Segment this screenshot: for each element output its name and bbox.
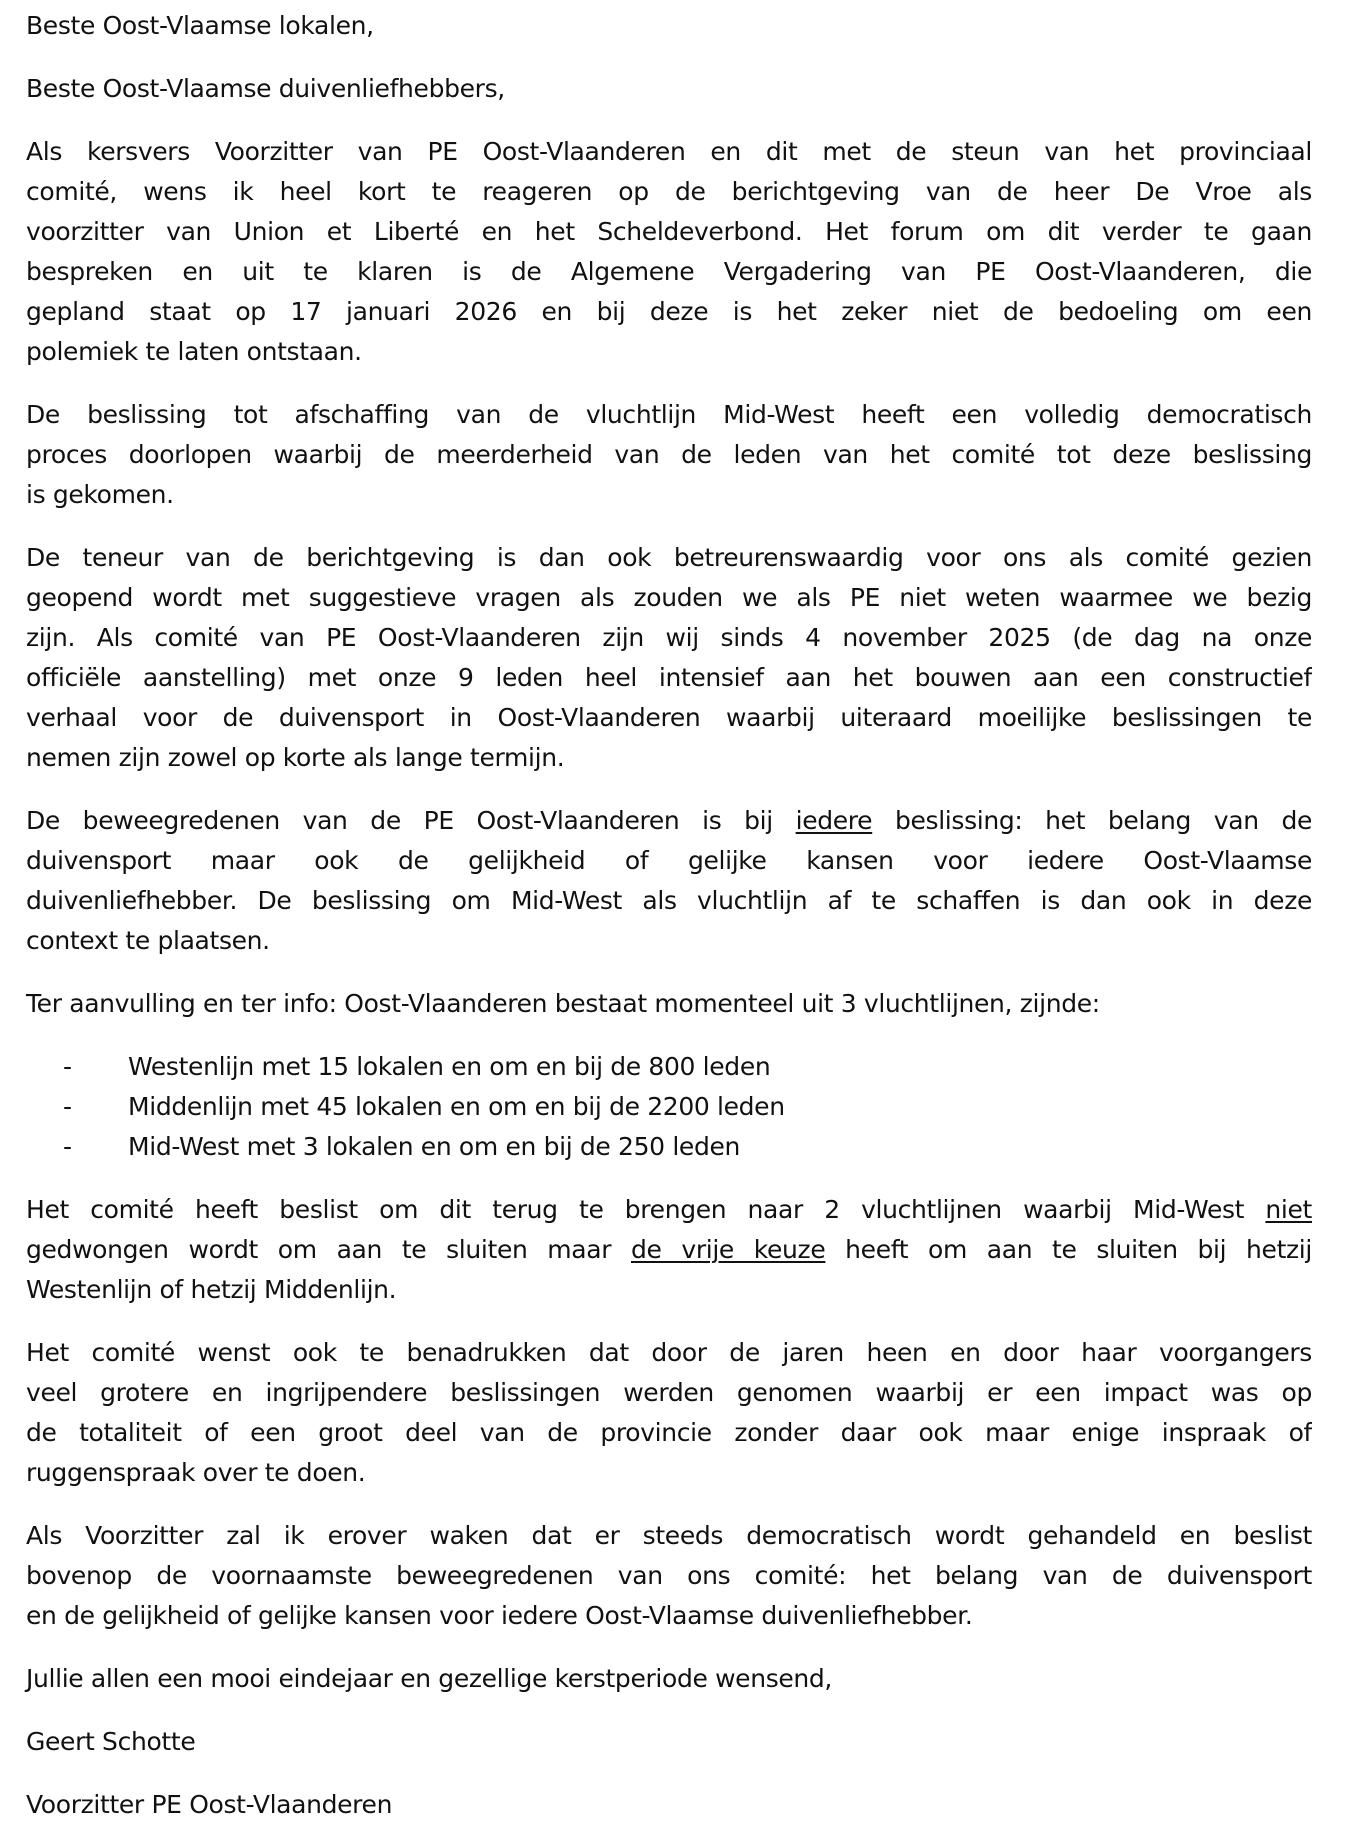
paragraph-motives [26,801,1312,961]
underlined-word: niet [1265,1195,1312,1224]
text-line: veel grotere en ingrijpendere beslissingen werden genomen waarbij er een impact was op [26,1378,1312,1407]
text-segment: Het comité heeft beslist om dit terug te brengen naar 2 vluchtlijnen waarbij Mid-West [26,1195,1266,1224]
text-line: bovenop de voornaamste beweegredenen van ons comité: het belang van de duivensport [26,1561,1312,1590]
text-line: De beslissing tot afschaffing van de vluchtlijn Mid-West heeft een volledig democratisch [26,400,1312,429]
text-line: is gekomen. [26,480,174,509]
text-line: gepland staat op 17 januari 2026 en bij deze is het zeker niet de bedoeling om een [26,297,1312,326]
text-line: verhaal voor de duivensport in Oost-Vlaanderen waarbij uiteraard moeilijke beslissingen te [26,703,1312,732]
text-line: comité, wens ik heel kort te reageren op de berichtgeving van de heer De Vroe als [26,177,1312,206]
list-item [26,1127,1312,1167]
list-item [26,1047,1312,1087]
text-line: proces doorlopen waarbij de meerderheid van de leden van het comité tot deze beslissing [26,440,1312,469]
paragraph-return-to-two [26,1190,1312,1310]
text-line [26,801,1312,841]
text-line: ruggenspraak over te doen. [26,1458,366,1487]
text-line: Voorzitter PE Oost-Vlaanderen [26,1790,393,1819]
text-line: nemen zijn zowel op korte als lange termijn. [26,743,565,772]
text-line: Als kersvers Voorzitter van PE Oost-Vlaanderen en dit met de steun van het provinciaal [26,137,1312,166]
paragraph-tenor [26,538,1312,778]
text-line: geopend wordt met suggestieve vragen als zouden we als PE niet weten waarmee we bezig [26,583,1312,612]
text-line: Beste Oost-Vlaamse lokalen, [26,11,374,40]
dash-bullet-icon: - [63,1132,72,1161]
text-line: context te plaatsen. [26,926,270,955]
text-segment: beslissing: het belang van de [872,806,1312,835]
list-item [26,1087,1312,1127]
underlined-phrase: de vrije keuze [631,1235,826,1264]
text-line: de totaliteit of een groot deel van de provincie zonder daar ook maar enige inspraak of [26,1418,1312,1447]
text-line: voorzitter van Union et Liberté en het Scheldeverbond. Het forum om dit verder te gaan [26,217,1312,246]
underlined-word: iedere [795,806,873,835]
signature-title [26,1785,1312,1825]
dash-bullet-icon: - [63,1092,72,1121]
text-line: officiële aanstelling) met onze 9 leden heel intensief aan het bouwen aan een constructief [26,663,1312,692]
paragraph-decision [26,395,1312,515]
text-segment: heeft om aan te sluiten bij hetzij [825,1235,1312,1264]
text-line: en de gelijkheid of gelijke kansen voor iedere Oost-Vlaamse duivenliefhebber. [26,1601,973,1630]
paragraph-chair [26,1516,1312,1636]
text-line [26,1230,1312,1270]
list-item-text: Middenlijn met 45 lokalen en om en bij de 2200 leden [128,1092,785,1121]
list-item-text: Westenlijn met 15 lokalen en om en bij de 800 leden [128,1052,771,1081]
paragraph-info [26,984,1312,1024]
list-item-text: Mid-West met 3 lokalen en om en bij de 250 leden [128,1132,740,1161]
text-segment: gedwongen wordt om aan te sluiten maar [26,1235,631,1264]
text-segment: De beweegredenen van de PE Oost-Vlaanderen is bij [26,806,796,835]
flight-lines-list [26,1047,1312,1167]
text-line: Als Voorzitter zal ik erover waken dat er steeds democratisch wordt gehandeld en beslist [26,1521,1312,1550]
text-line: duivensport maar ook de gelijkheid of gelijke kansen voor iedere Oost-Vlaamse [26,846,1312,875]
text-line [26,1190,1312,1230]
text-line: zijn. Als comité van PE Oost-Vlaanderen zijn wij sinds 4 november 2025 (de dag na onze [26,623,1312,652]
closing [26,1659,1312,1699]
text-line: Geert Schotte [26,1727,196,1756]
paragraph-intro [26,132,1312,372]
text-line: De teneur van de berichtgeving is dan ook betreurenswaardig voor ons als comité gezien [26,543,1312,572]
dash-bullet-icon: - [63,1052,72,1081]
text-line: Beste Oost-Vlaamse duivenliefhebbers, [26,74,505,103]
greeting-local-clubs [26,6,1312,46]
text-line: polemiek te laten ontstaan. [26,337,362,366]
text-line: Ter aanvulling en ter info: Oost-Vlaanderen bestaat momenteel uit 3 vluchtlijnen, zijnde: [26,989,1100,1018]
text-line: bespreken en uit te klaren is de Algemene Vergadering van PE Oost-Vlaanderen, die [26,257,1312,286]
paragraph-emphasis [26,1333,1312,1493]
text-line: duivenliefhebber. De beslissing om Mid-West als vluchtlijn af te schaffen is dan ook in deze [26,886,1312,915]
greeting-fanciers [26,69,1312,109]
text-line: Westenlijn of hetzij Middenlijn. [26,1275,397,1304]
text-line: Jullie allen een mooi eindejaar en gezellige kerstperiode wensend, [26,1664,833,1693]
text-line: Het comité wenst ook te benadrukken dat door de jaren heen en door haar voorgangers [26,1338,1312,1367]
signature-name [26,1722,1312,1762]
